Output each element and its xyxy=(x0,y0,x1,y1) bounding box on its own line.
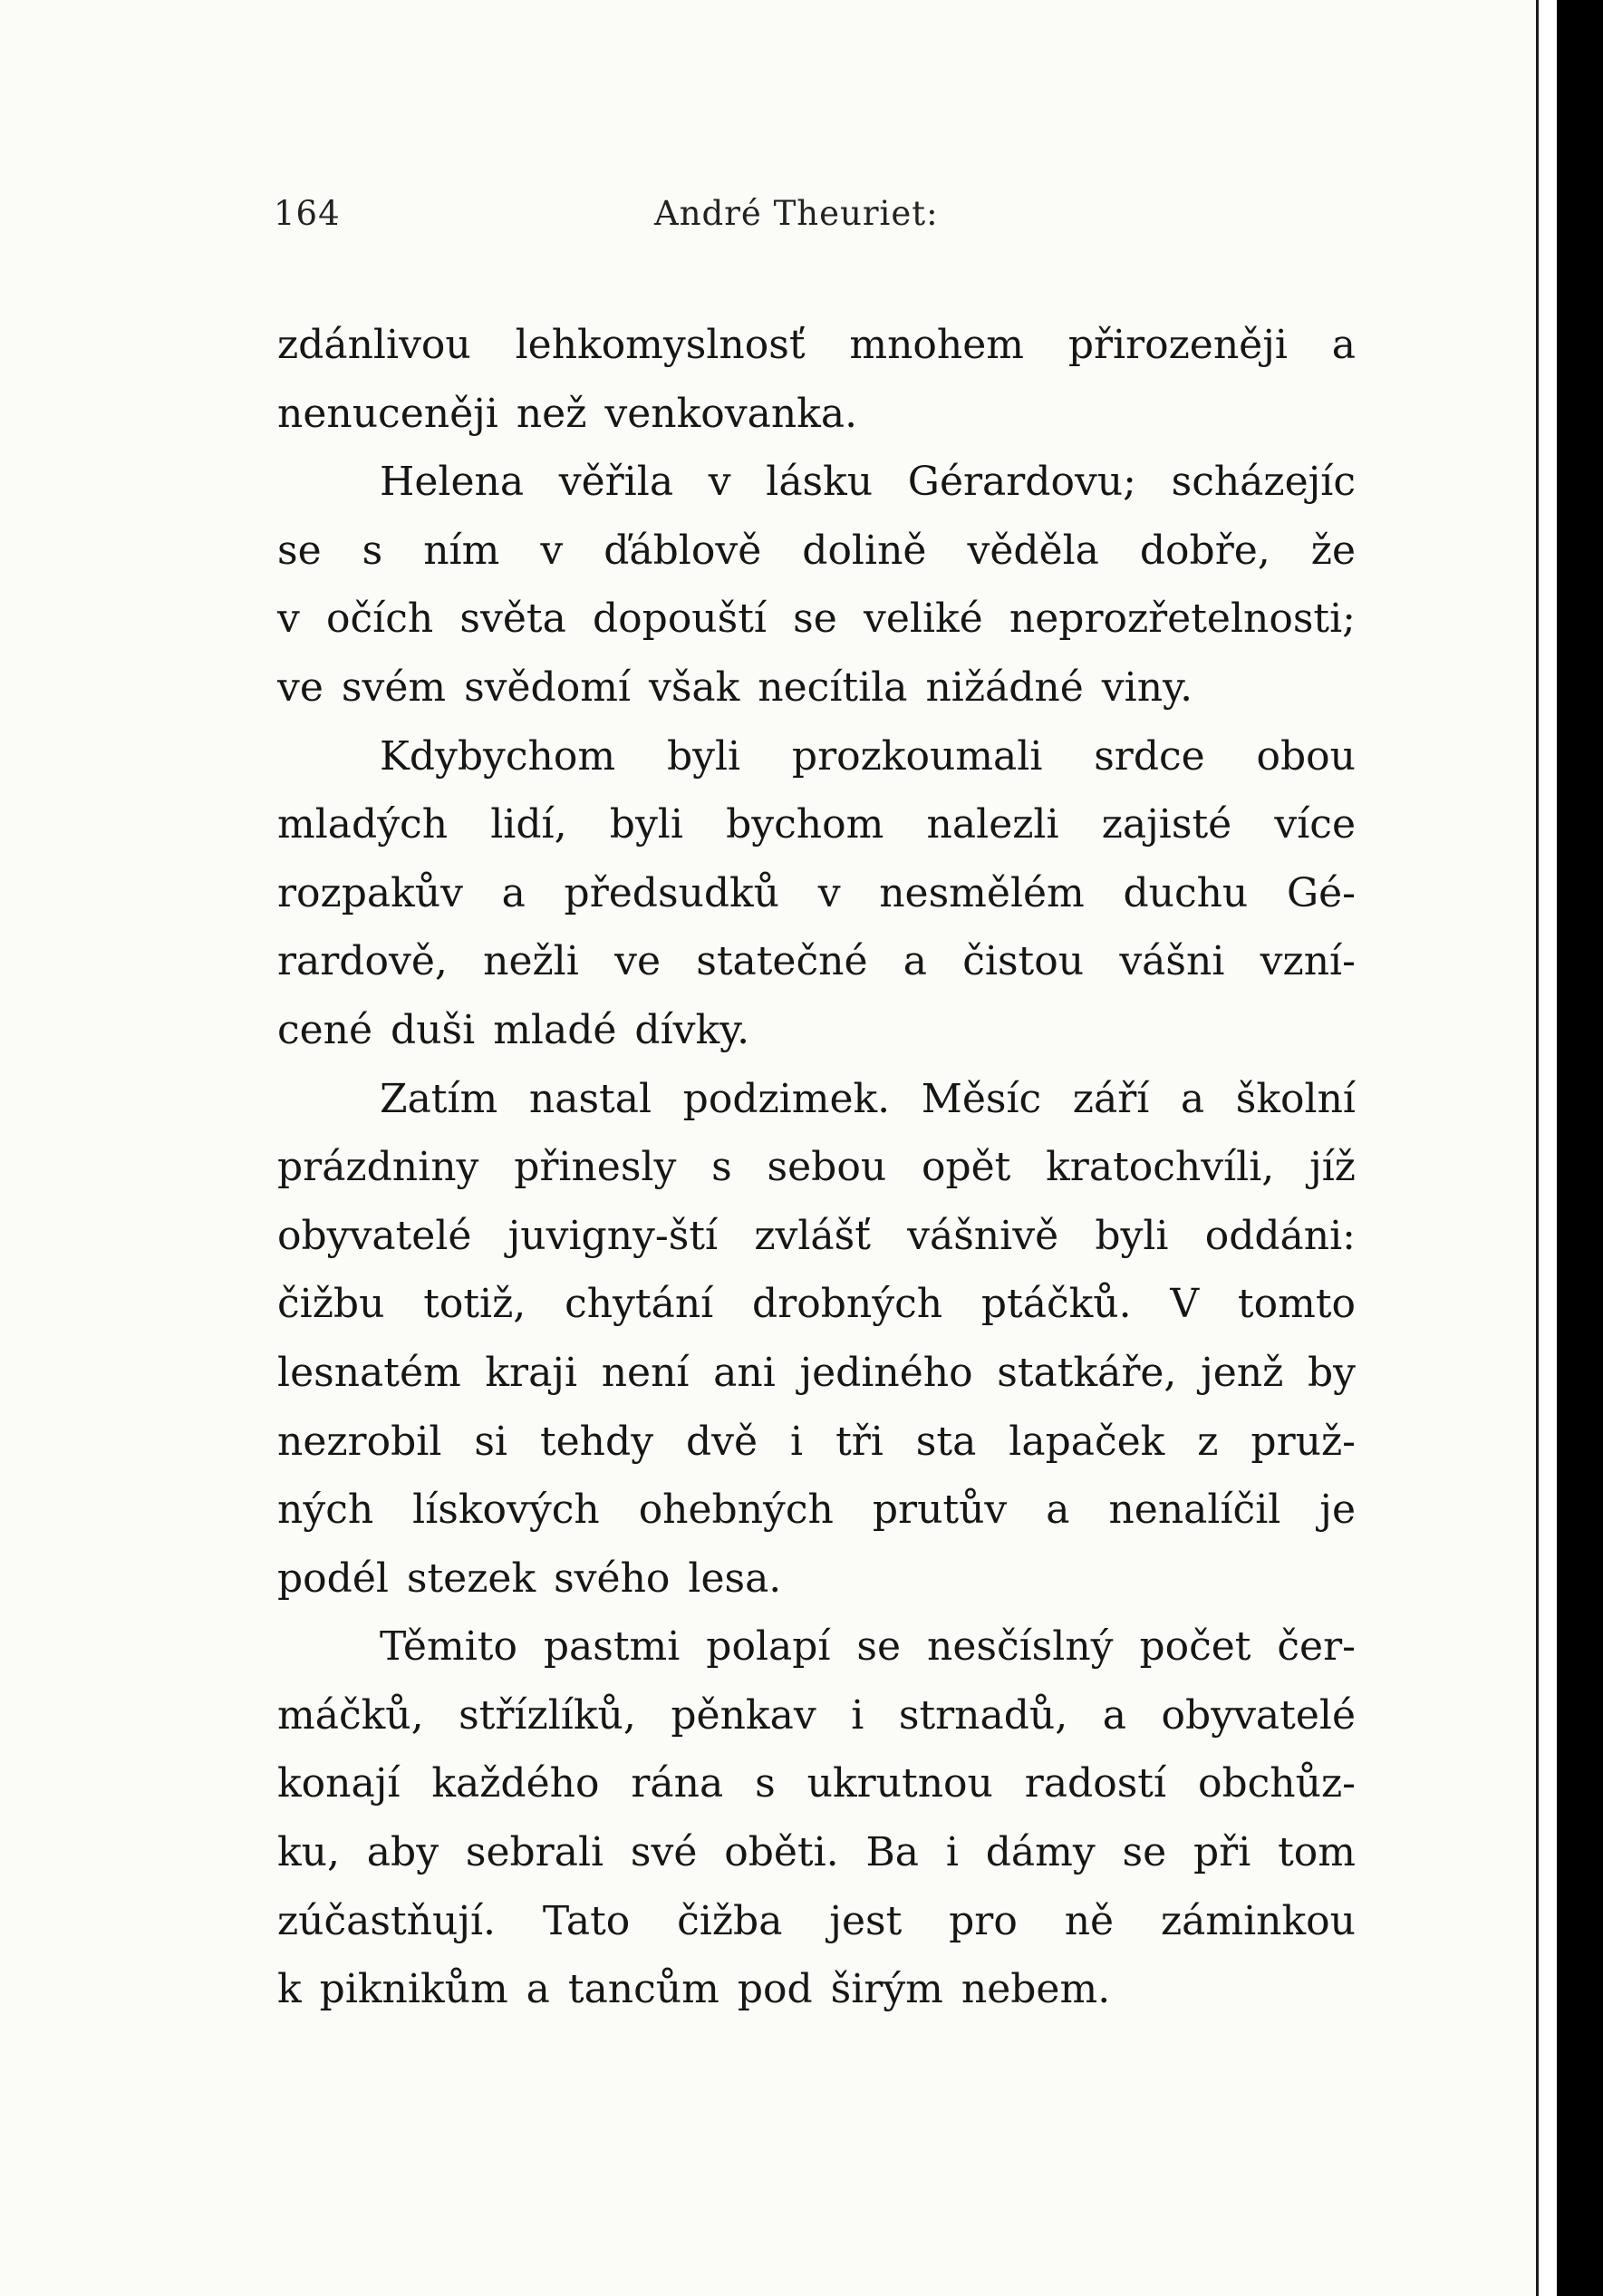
text-line: ku, aby sebrali své oběti. Ba i dámy se při tom xyxy=(277,1829,1356,1876)
page-edge xyxy=(1536,0,1557,2296)
body-text xyxy=(277,311,1356,2024)
text-line: Zatím nastal podzimek. Měsíc září a školní xyxy=(380,1075,1356,1122)
text-line: prázdniny přinesly s sebou opět kratochvíli, jíž xyxy=(277,1144,1356,1191)
text-line: zdánlivou lehkomyslnosť mnohem přirozeněji a xyxy=(277,322,1356,368)
text-line: Kdybychom byli prozkoumali srdce obou xyxy=(380,732,1356,780)
text-line: rardově, nežli ve statečné a čistou vášni vzní- xyxy=(277,938,1356,985)
text-line: cené duši mladé dívky. xyxy=(277,1006,750,1053)
text-line: ve svém svědomí však necítila nižádné viny. xyxy=(277,664,1193,711)
text-line: Helena věřila v lásku Gérardovu; scházejíc xyxy=(380,459,1356,506)
text-line: k piknikům a tancům pod širým nebem. xyxy=(277,1966,1111,2013)
text-line: zúčastňují. Tato čižba jest pro ně záminkou xyxy=(277,1897,1356,1944)
text-line: se s ním v ďáblově dolině věděla dobře, že xyxy=(277,527,1356,574)
text-line: obyvatelé juvigny-ští zvlášť vášnivě byli oddáni: xyxy=(277,1212,1356,1259)
running-head xyxy=(274,194,953,237)
page-number: 164 xyxy=(274,194,341,233)
text-line: podél stezek svého lesa. xyxy=(277,1555,782,1602)
text-line: mladých lidí, byli bychom nalezli zajisté více xyxy=(277,801,1356,848)
text-line: lesnatém kraji není ani jediného statkáře, jenž by xyxy=(277,1349,1356,1396)
running-title: André Theuriet: xyxy=(654,194,939,233)
text-line: konají každého rána s ukrutnou radostí obchůz- xyxy=(277,1760,1356,1807)
text-line: rozpakův a předsudků v nesmělém duchu Gé- xyxy=(277,869,1356,916)
text-line: Těmito pastmi polapí se nesčíslný počet čer- xyxy=(380,1623,1356,1671)
text-line: máčků, střízlíků, pěnkav i strnadů, a obyvatelé xyxy=(277,1691,1356,1739)
text-line: čižbu totiž, chytání drobných ptáčků. V tomto xyxy=(277,1281,1356,1328)
text-line: v očích světa dopouští se veliké neprozřetelnosti; xyxy=(277,596,1356,643)
text-line: ných lískových ohebných prutův a nenalíčil je xyxy=(277,1487,1356,1534)
text-line: nezrobil si tehdy dvě i tři sta lapaček z pruž- xyxy=(277,1418,1356,1465)
text-line: nenuceněji než venkovanka. xyxy=(277,390,858,437)
